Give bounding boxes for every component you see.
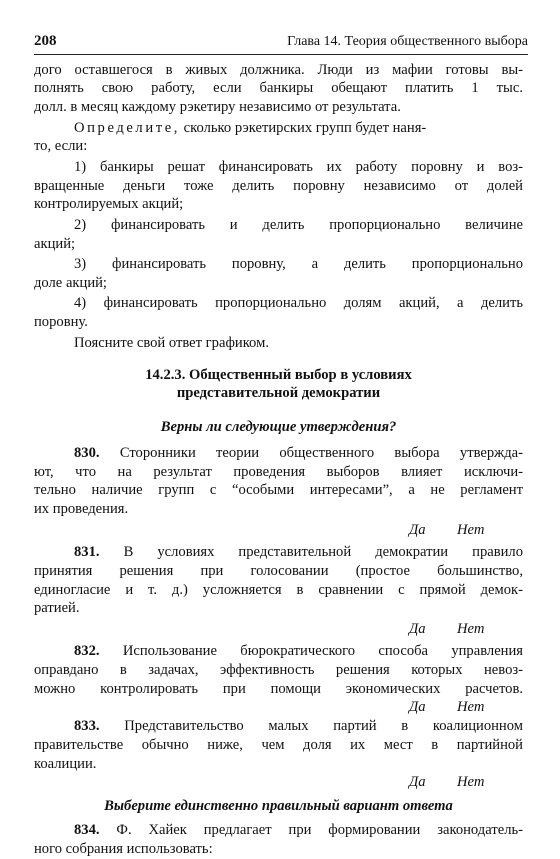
text-line: дого оставшегося в живых должника. Люди из мафии готовы вы- — [34, 62, 523, 78]
text-line: тельно наличие групп с “особыми интересами”, а не регламент — [34, 482, 523, 498]
explain-line: Поясните свой ответ графиком. — [74, 335, 269, 351]
text-line: принятия решения при голосовании (простое большинство, — [34, 563, 523, 579]
answer-no: Нет — [457, 774, 485, 790]
question-833 — [74, 716, 523, 736]
text-line: ют, что на результат проведения выборов влияет исключи- — [34, 464, 523, 480]
section-title: представительной демократии — [176, 385, 381, 401]
text-line: можно контролировать при помощи экономических расчетов. — [34, 681, 523, 697]
question-text: В условиях представительной демократии правило — [99, 544, 523, 560]
option-line: вращенные деньги тоже делить поровну независимо от долей — [34, 178, 523, 194]
text-line: долл. в месяц каждому рэкетиру независимо от результата. — [34, 99, 401, 115]
text-line: единогласие и т. д.) усложняется в сравнении с прямой демок- — [34, 582, 523, 598]
answer-yes: Да — [409, 621, 426, 637]
text-line: их проведения. — [34, 501, 129, 517]
determine-line — [74, 118, 523, 138]
text-line: коалиции. — [34, 756, 97, 772]
text-line: правительстве обычно ниже, чем доля их мест в партийной — [34, 737, 523, 753]
text-line: оправдано в задачах, эффективность решения которых невоз- — [34, 662, 523, 678]
answer-no: Нет — [457, 699, 485, 715]
section-title: 14.2.3. Общественный выбор в условиях — [145, 367, 412, 383]
question-text: Представительство малых партий в коалиционном — [99, 718, 523, 734]
question-831 — [74, 542, 523, 562]
text-line: полнять свою работу, если банкиры обещают платить 1 тыс. — [34, 80, 523, 96]
question-832 — [74, 641, 523, 661]
chapter-title: Глава 14. Теория общественного выбора — [287, 34, 528, 49]
question-830 — [74, 443, 523, 463]
answer-yes: Да — [409, 699, 426, 715]
option-line: 4) финансировать пропорционально долям акций, а делить — [74, 295, 523, 311]
answer-no: Нет — [457, 621, 485, 637]
question-text: Использование бюрократического способа управления — [99, 643, 523, 659]
subheading-choose-one: Выберите единственно правильный вариант ответа — [104, 798, 453, 814]
option-line: поровну. — [34, 314, 88, 330]
question-number: 830. — [74, 445, 100, 461]
question-text: Сторонники теории общественного выбора утвержда- — [99, 445, 523, 461]
question-text: Ф. Хайек предлагает при формировании законодатель- — [99, 822, 523, 838]
determine-spaced-word: Определите, — [74, 120, 181, 136]
page-number: 208 — [34, 33, 57, 49]
determine-rest: сколько рэкетирских групп будет наня- — [180, 120, 427, 136]
question-number: 834. — [74, 822, 100, 838]
option-line: 3) финансировать поровну, а делить пропорционально — [74, 256, 523, 272]
option-line: 2) финансировать и делить пропорционально величине — [74, 217, 523, 233]
running-header — [34, 32, 528, 55]
option-line: акций; — [34, 236, 76, 252]
text-line: то, если: — [34, 138, 88, 154]
text-line: ного собрания использовать: — [34, 841, 213, 857]
question-834 — [74, 820, 523, 840]
question-number: 833. — [74, 718, 100, 734]
answer-no: Нет — [457, 522, 485, 538]
option-line: 1) банкиры решат финансировать их работу поровну и воз- — [74, 159, 523, 175]
option-line: доле акций; — [34, 275, 107, 291]
question-number: 832. — [74, 643, 100, 659]
answer-yes: Да — [409, 522, 426, 538]
text-line: ратией. — [34, 600, 80, 616]
subheading-true-false: Верны ли следующие утверждения? — [160, 419, 397, 435]
answer-yes: Да — [409, 774, 426, 790]
question-number: 831. — [74, 544, 100, 560]
option-line: контролируемых акций; — [34, 196, 184, 212]
